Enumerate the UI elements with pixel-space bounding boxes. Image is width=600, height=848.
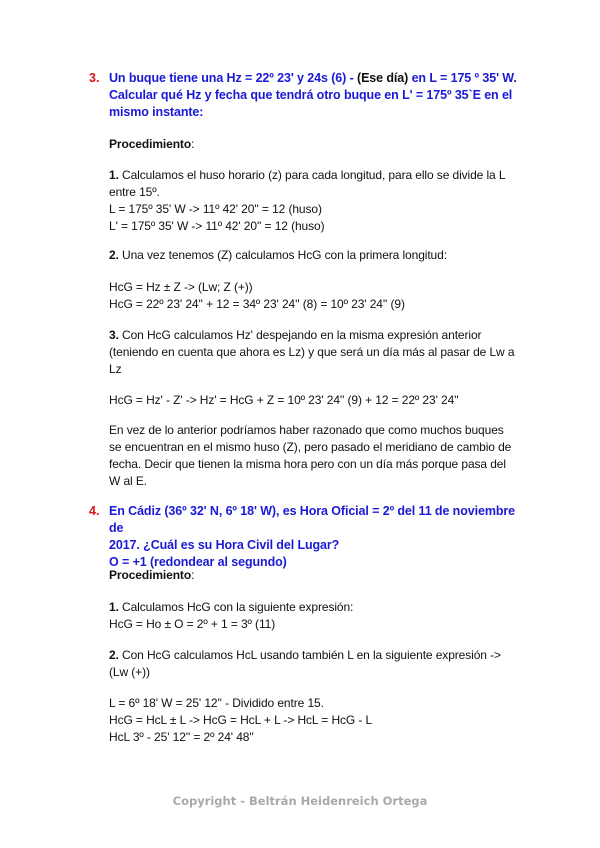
question-3-line1b: (Ese día) <box>357 71 409 85</box>
step-number: 1. <box>109 168 119 182</box>
question-4-line1: En Cádiz (36º 32' N, 6º 18' W), es Hora Oficial = 2º del 11 de noviembre de <box>109 504 515 535</box>
step-line: L' = 175º 35' W -> 11º 42' 20'' = 12 (huso) <box>109 219 325 233</box>
question-4-procedure <box>109 567 534 584</box>
formula-line: HcG = HcL ± L -> HcG = HcL + L -> HcL = HcG - L <box>109 713 373 727</box>
formula-line: HcG = Hz' - Z' -> Hz' = HcG + Z = 10º 23' 24'' (9) + 12 = 22º 23' 24'' <box>109 393 459 407</box>
question-3-line2: Calcular qué Hz y fecha que tendrá otro buque en L' = 175º 35`E en el <box>109 88 513 102</box>
step-text: Calculamos HcG con la siguiente expresión: <box>118 600 354 614</box>
question-3-number: 3. <box>89 71 100 85</box>
q4-step-2 <box>109 647 534 681</box>
question-3 <box>89 70 529 121</box>
question-4-line3: O = +1 (redondear al segundo) <box>109 555 287 569</box>
question-4 <box>89 503 529 571</box>
formula-line: HcG = Hz ± Z -> (Lw; Z (+)) <box>109 280 253 294</box>
step-line: entre 15º. <box>109 185 160 199</box>
q3-paragraph <box>109 422 534 490</box>
question-3-text <box>109 70 529 121</box>
q3-step-1 <box>109 167 534 235</box>
copyright-footer: Copyright - Beltrán Heidenreich Ortega <box>172 794 428 808</box>
step-line: (Lw (+)) <box>109 665 150 679</box>
procedure-colon: : <box>191 568 195 582</box>
step-line: Lz <box>109 362 122 376</box>
q4-step-1 <box>109 599 534 633</box>
question-4-number: 4. <box>89 504 100 518</box>
step-text: Una vez tenemos (Z) calculamos HcG con la primera longitud: <box>118 248 447 262</box>
step-number: 3. <box>109 328 119 342</box>
question-3-line1c: en L = 175 º 35' W. <box>408 71 517 85</box>
step-line: HcG = Ho ± O = 2º + 1 = 3º (11) <box>109 617 276 631</box>
step-number: 2. <box>109 648 119 662</box>
step-number: 1. <box>109 600 119 614</box>
step-line: (teniendo en cuenta que ahora es Lz) y que será un día más al pasar de Lw a <box>109 345 515 359</box>
paragraph-line: se encuentran en el mismo huso (Z), pero pasado el meridiano de cambio de <box>109 440 512 454</box>
formula-line: HcL 3º - 25' 12'' = 2º 24' 48'' <box>109 730 254 744</box>
paragraph-line: En vez de lo anterior podríamos haber razonado que como muchos buques <box>109 423 504 437</box>
question-3-line3: mismo instante: <box>109 105 204 119</box>
formula-line: HcG = 22º 23' 24'' + 12 = 34º 23' 24'' (8) = 10º 23' 24'' (9) <box>109 297 405 311</box>
procedure-title: Procedimiento <box>109 568 192 582</box>
q4-step-2-formulas <box>109 695 534 746</box>
step-text: Calculamos el huso horario (z) para cada longitud, para ello se divide la L <box>118 168 506 182</box>
q3-step-3 <box>109 327 534 378</box>
q3-step-2 <box>109 247 534 264</box>
question-4-line2: 2017. ¿Cuál es su Hora Civil del Lugar? <box>109 538 340 552</box>
step-text: Con HcG calculamos Hz' despejando en la misma expresión anterior <box>118 328 482 342</box>
question-4-text <box>109 503 529 571</box>
step-number: 2. <box>109 248 119 262</box>
paragraph-line: W al E. <box>109 474 147 488</box>
question-3-procedure <box>109 136 534 153</box>
step-line: L = 175º 35' W -> 11º 42' 20'' = 12 (huso) <box>109 202 322 216</box>
procedure-title: Procedimiento <box>109 137 192 151</box>
step-text: Con HcG calculamos HcL usando también L en la siguiente expresión -> <box>118 648 501 662</box>
q3-step-3-formula <box>109 392 534 409</box>
question-3-line1a: Un buque tiene una Hz = 22º 23' y 24s (6) - <box>109 71 357 85</box>
formula-line: L = 6º 18' W = 25' 12'' - Dividido entre 15. <box>109 696 324 710</box>
q3-step-2-formulas <box>109 279 534 313</box>
paragraph-line: fecha. Decir que tienen la misma hora pero con un día más porque pasa del <box>109 457 506 471</box>
procedure-colon: : <box>191 137 195 151</box>
